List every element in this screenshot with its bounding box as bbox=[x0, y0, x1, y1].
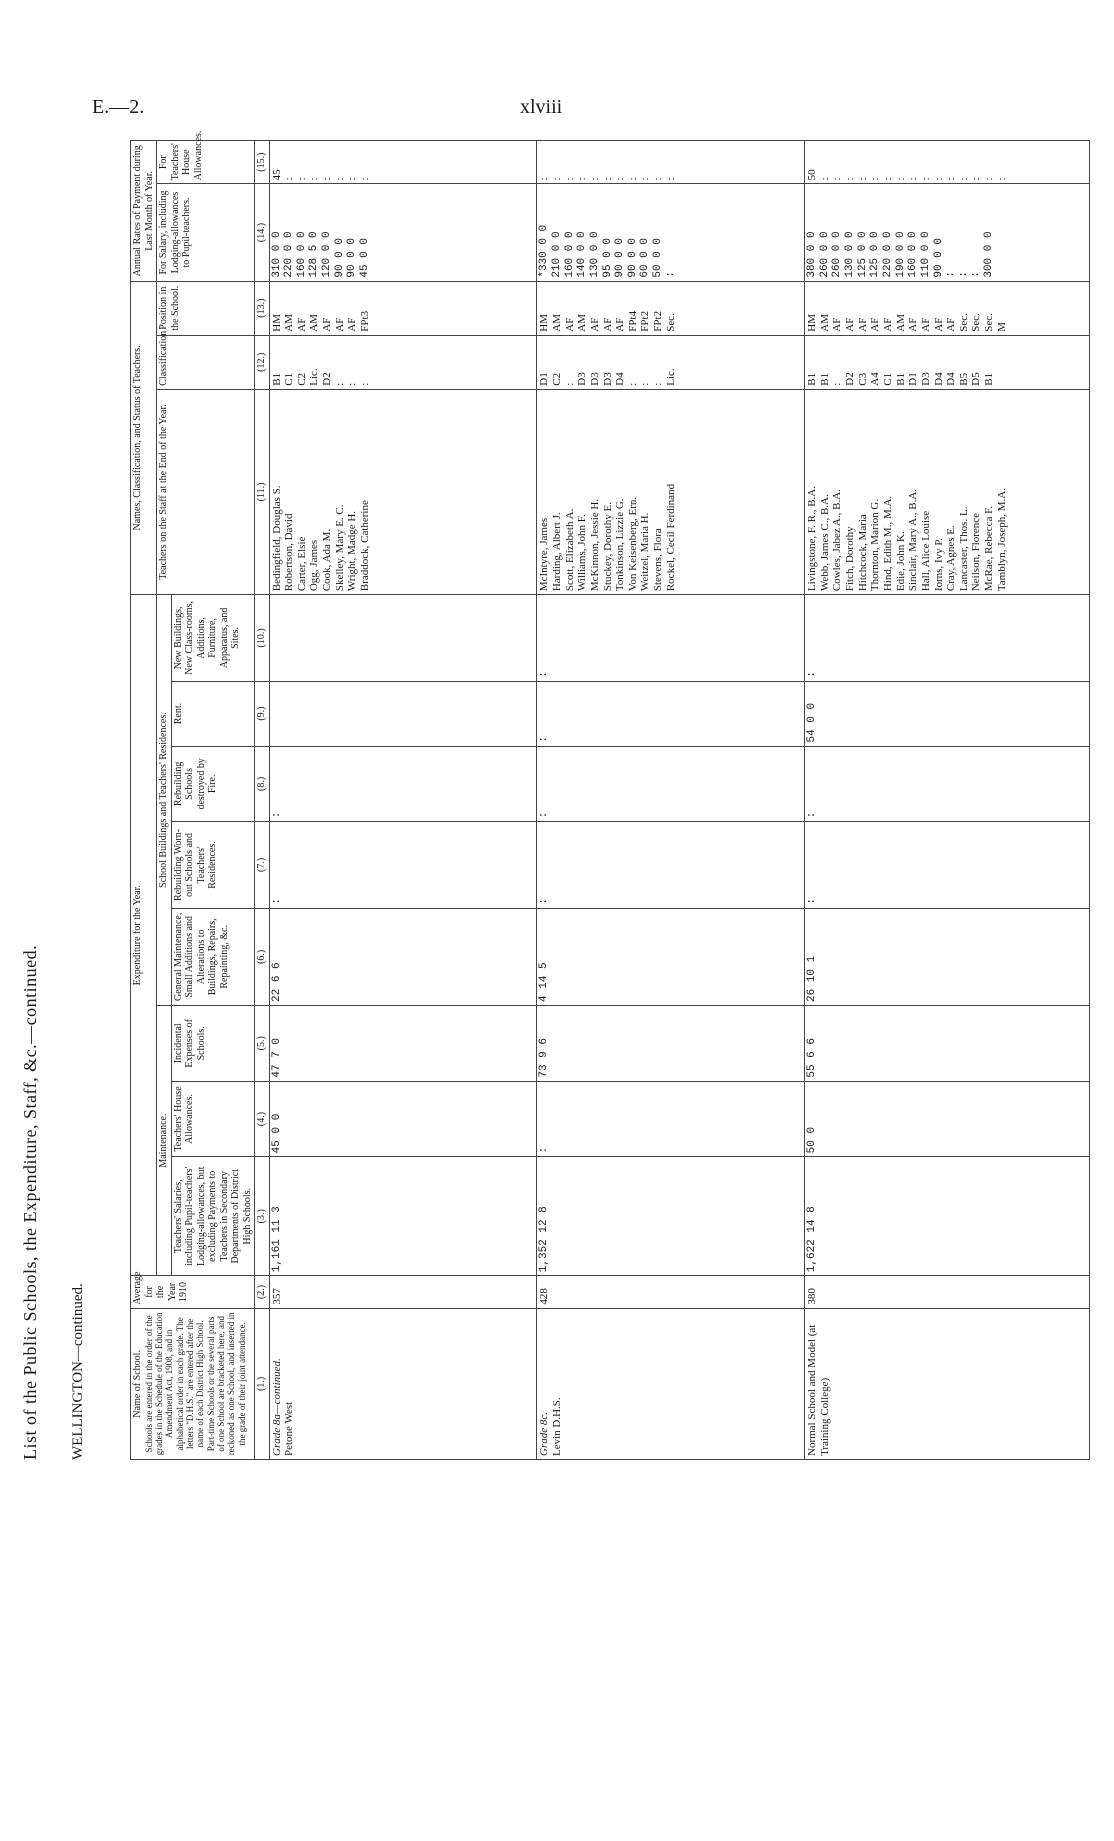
col-number: (10.) bbox=[255, 595, 270, 682]
salaries-cell: 1,622 14 8 bbox=[805, 1157, 1090, 1276]
school-cell bbox=[805, 1308, 1090, 1459]
col-number: (2.) bbox=[255, 1276, 270, 1308]
house-cell: 50 0 bbox=[805, 1081, 1090, 1157]
house-rate-cell: 50 : : : : : : : : : : : : : : : bbox=[805, 141, 1090, 184]
average-cell: 380 bbox=[805, 1276, 1090, 1308]
fire-cell: : bbox=[805, 746, 1090, 822]
new-buildings-cell bbox=[269, 595, 537, 682]
col-number: (7.) bbox=[255, 822, 270, 908]
school-cell bbox=[269, 1308, 537, 1459]
incidental-cell: 73 9 6 bbox=[537, 1005, 805, 1081]
col-number: (3.) bbox=[255, 1157, 270, 1276]
new-buildings-cell: : bbox=[537, 595, 805, 682]
fire-cell: : bbox=[537, 746, 805, 822]
header-maintenance: Maintenance. bbox=[157, 1005, 172, 1275]
header-names-classification: Names, Classification, and Status of Teachers. bbox=[131, 281, 157, 595]
house-cell: : bbox=[537, 1081, 805, 1157]
average-cell: 357 bbox=[269, 1276, 537, 1308]
teachers-cell: McIntyre, James Harding, Albert J. Scott, Elizabeth A. Williams, John F. McKinnon, Jessie H. Stuckey, Dorothy E. Tonkinson, Lizzie G. Von Keisenberg, Ern. Weitzel, Maria H. Stevens, Flora Rockel, Cecil Ferdinand bbox=[537, 389, 805, 594]
house-rate-cell: 45 : : : : : : : bbox=[269, 141, 537, 184]
col-number: (15.) bbox=[255, 141, 270, 184]
maintenance-cell: 4 14 5 bbox=[537, 908, 805, 1005]
classification-cell: B1 B1 : D2 C3 A4 C1 B1 D1 D3 D4 D4 B5 D5 B1 bbox=[805, 335, 1090, 389]
header-rebuild-worn: Rebuilding Worn-out Schools and Teachers' Residences. bbox=[171, 822, 255, 908]
header-school-buildings: School Buildings and Teachers' Residences. bbox=[157, 595, 172, 1006]
incidental-cell: 47 7 0 bbox=[269, 1005, 537, 1081]
fire-cell: : bbox=[269, 746, 537, 822]
col-number: (12.) bbox=[255, 335, 270, 389]
header-incidental: Incidental Expenses of Schools. bbox=[171, 1005, 255, 1081]
school-name: Levin D.H.S. bbox=[550, 1397, 563, 1456]
header-name-note: Schools are entered in the order of the grades in the Schedule of the Education Amendment Act, 1908, and in alphabetical order in each grade. The letters "D.H.S." are entered after the name of each District High School. Part-time Schools or the several parts of one School are bracketed here, and reckoned as one School, and inserted in the grade of their joint attendance. bbox=[143, 1312, 247, 1456]
page-number: xlviii bbox=[520, 96, 563, 118]
position-cell: HM AM AF AF AF AF AF AM AF AF AF AF Sec. Sec. Sec. M bbox=[805, 281, 1090, 335]
col-number: (6.) bbox=[255, 908, 270, 1005]
page-title: List of the Public Schools, the Expenditure, Staff, &c.—continued. bbox=[20, 944, 40, 1460]
header-name-of-school bbox=[131, 1308, 255, 1459]
classification-cell: B1 C1 C2 Lic. D2 : : : bbox=[269, 335, 537, 389]
header-annual-rates: Annual Rates of Payment during Last Month of Year. bbox=[131, 141, 157, 282]
incidental-cell: 55 6 6 bbox=[805, 1005, 1090, 1081]
header-teachers-on-staff: Teachers on the Staff at the End of the Year. bbox=[157, 389, 255, 594]
table-row bbox=[805, 141, 1090, 1460]
position-cell: HM AM AF AM AF AF AF FPt4 FPt2 FPt2 Sec. bbox=[537, 281, 805, 335]
header-general-maintenance: General Maintenance, Small Additions and Alterations to Buildings, Repairs, Repainting, &c. bbox=[171, 908, 255, 1005]
rent-cell bbox=[269, 681, 537, 746]
col-number: (14.) bbox=[255, 184, 270, 281]
rent-cell: 54 0 0 bbox=[805, 681, 1090, 746]
col-number: (1.) bbox=[255, 1308, 270, 1459]
header-salary-rate: For Salary, including Lodging-allowances to Pupil-teachers. bbox=[157, 184, 255, 281]
header-average: Average for the Year 1910 bbox=[131, 1276, 255, 1308]
col-number: (11.) bbox=[255, 389, 270, 594]
expenditure-table-wrapper bbox=[130, 130, 1090, 1460]
col-number: (8.) bbox=[255, 746, 270, 822]
teachers-cell: Bedingfield, Douglas S. Robertson, David Carter, Elsie Ogg, James Cook, Ada M. Skelley, Mary E. C. Wright, Madge H. Braddock, Catherine bbox=[269, 389, 537, 594]
maintenance-cell: 26 10 1 bbox=[805, 908, 1090, 1005]
col-number: (4.) bbox=[255, 1081, 270, 1157]
expenditure-table bbox=[130, 130, 1090, 1460]
header-expenditure: Expenditure for the Year. bbox=[131, 595, 157, 1276]
header-rebuild-fire: Rebuilding Schools destroyed by Fire. bbox=[171, 746, 255, 822]
header-new-buildings: New Buildings, New Class-rooms, Additions, Furniture, Apparatus, and Sites. bbox=[171, 595, 255, 682]
col-number: (9.) bbox=[255, 681, 270, 746]
rebuild-cell: : bbox=[805, 822, 1090, 908]
house-cell: 45 0 0 bbox=[269, 1081, 537, 1157]
salary-rate-cell: *330 0 0 210 0 0 160 0 0 140 0 0 130 0 0 95 0 0 90 0 0 90 0 0 60 0 0 50 0 0 : bbox=[537, 184, 805, 281]
col-number: (5.) bbox=[255, 1005, 270, 1081]
grade-label: Grade 8a—continued. bbox=[270, 1358, 283, 1456]
new-buildings-cell: : bbox=[805, 595, 1090, 682]
header-position: Position in the School. bbox=[157, 281, 255, 335]
school-name: Normal School and Model (at Training College) bbox=[806, 1324, 831, 1456]
school-name: Petone West bbox=[283, 1401, 296, 1456]
header-classification: Classification bbox=[157, 335, 255, 389]
rebuild-cell: : bbox=[269, 822, 537, 908]
header-name-label: Name of School. bbox=[132, 1350, 143, 1418]
header-house-rate: For Teachers' House Allowances. bbox=[157, 141, 255, 184]
salaries-cell: 1,352 12 8 bbox=[537, 1157, 805, 1276]
page-subtitle: WELLINGTON—continued. bbox=[70, 1283, 86, 1460]
house-rate-cell: : : : : : : : : : : : bbox=[537, 141, 805, 184]
header-rent: Rent. bbox=[171, 681, 255, 746]
school-cell bbox=[537, 1308, 805, 1459]
classification-cell: D1 C2 : D3 D3 D3 D4 : : : Lic. bbox=[537, 335, 805, 389]
rent-cell: : bbox=[537, 681, 805, 746]
table-row bbox=[269, 141, 537, 1460]
header-salaries: Teachers' Salaries, including Pupil-teachers' Lodging-allowances, but excluding Payments to Teachers in Secondary Departments of District High Schools. bbox=[171, 1157, 255, 1276]
col-number: (13.) bbox=[255, 281, 270, 335]
average-cell: 428 bbox=[537, 1276, 805, 1308]
table-row bbox=[537, 141, 805, 1460]
header-house-allowances: Teachers' House Allowances. bbox=[171, 1081, 255, 1157]
position-cell: HM AM AF AM AF AF AF FPt3 bbox=[269, 281, 537, 335]
salary-rate-cell: 310 0 0 220 0 0 160 0 0 128 5 0 120 0 0 90 0 0 90 0 0 45 0 0 bbox=[269, 184, 537, 281]
salary-rate-cell: 380 0 0 260 0 0 260 0 0 130 0 0 125 0 0 125 0 0 220 0 0 190 0 0 160 0 0 110 0 0 90 0 0 : : : 300 0 0 bbox=[805, 184, 1090, 281]
teachers-cell: Livingstone, F. R., B.A. Webb, James C., B.A. Cowles, Jabez A., B.A. Fitch, Dorothy Hitchcock, Maria Thornton, Marion G. Hind, Edith M., M.A. Edie, John K. Sinclair, Mary A., B.A. Hall, Alice Louise Iorns, Ivy P. Cray, Agnes E. Lancaster, Thos. L. Neilson, Florence McRae, Rebecca F. Tamblyn, Joseph, M.A. bbox=[805, 389, 1090, 594]
rebuild-cell: : bbox=[537, 822, 805, 908]
salaries-cell: 1,161 11 3 bbox=[269, 1157, 537, 1276]
grade-label: Grade 8c. bbox=[538, 1412, 551, 1456]
maintenance-cell: 22 6 6 bbox=[269, 908, 537, 1005]
page-reference: E.—2. bbox=[92, 96, 145, 118]
